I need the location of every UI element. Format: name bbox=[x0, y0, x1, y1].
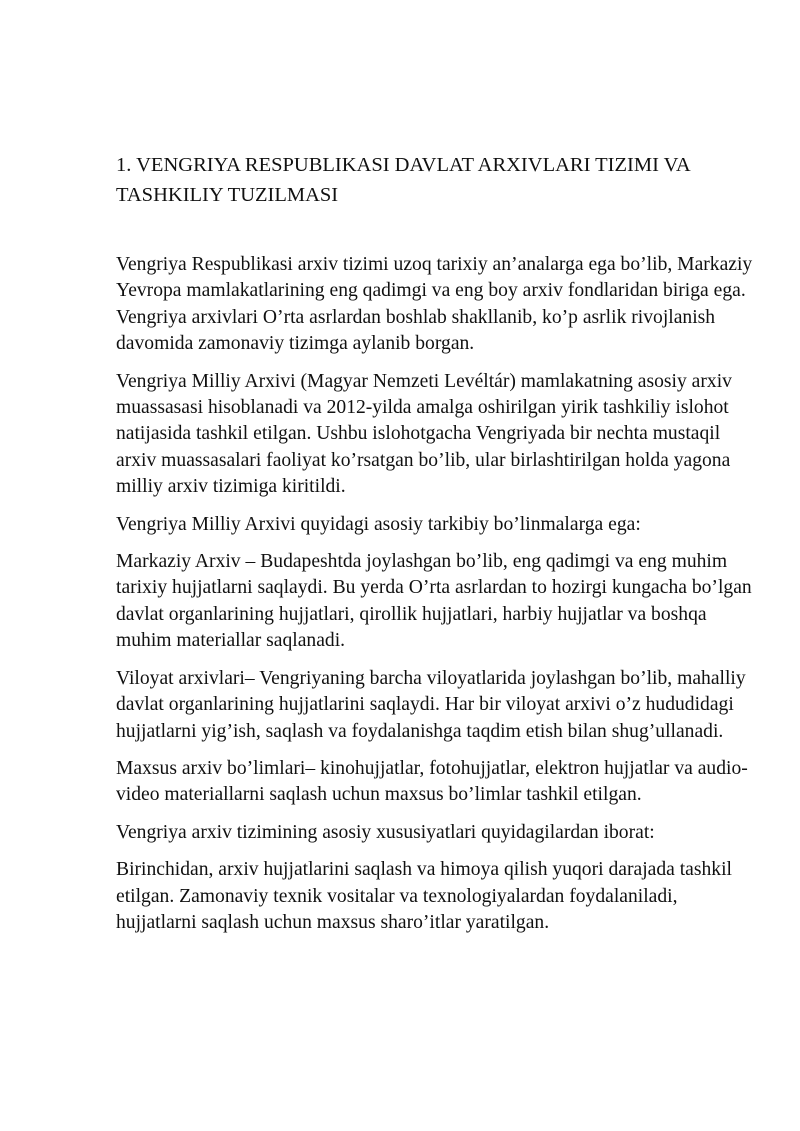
paragraph: Vengriya Respublikasi arxiv tizimi uzoq tarixiy an’analarga ega bo’lib, Markaziy Yevropa mamlakatlarining eng qadimgi va eng boy arxiv fondlaridan biriga ega. Vengriya arxivlari O’rta asrlardan boshlab shakllanib, ko’p asrlik rivojlanish davomida zamonaviy tizimga aylanib borgan. bbox=[116, 254, 753, 355]
paragraph: Birinchidan, arxiv hujjatlarini saqlash va himoya qilish yuqori darajada tashkil etilgan. Zamonaviy texnik vositalar va texnologiyalardan foydalaniladi, hujjatlarni saqlash uchun maxsus sharo’itlar yaratilgan. bbox=[116, 859, 732, 933]
section-heading: 1. VENGRIYA RESPUBLIKASI DAVLAT ARXIVLARI TIZIMI VA TASHKILIY TUZILMASI bbox=[116, 154, 690, 206]
paragraph: Maxsus arxiv bo’limlari– kinohujjatlar, fotohujjatlar, elektron hujjatlar va audio-video materiallarni saqlash uchun maxsus bo’limlar tashkil etilgan. bbox=[116, 757, 748, 806]
document-body bbox=[116, 252, 756, 947]
paragraph: Vengriya arxiv tizimining asosiy xususiyatlari quyidagilardan iborat: bbox=[116, 821, 655, 843]
paragraph: Viloyat arxivlari– Vengriyaning barcha viloyatlarida joylashgan bo’lib, mahalliy davlat organlarining hujjatlarini saqlaydi. Har bir viloyat arxivi o’z hududidagi hujjatlarni yig’ish, saqlash va foydalanishga taqdim etish bilan shug’ullanadi. bbox=[116, 667, 746, 742]
paragraph: Vengriya Milliy Arxivi (Magyar Nemzeti Levéltár) mamlakatning asosiy arxiv muassasasi hisoblanadi va 2012-yilda amalga oshirilgan yirik tashkiliy islohot natijasida tashkil etilgan. Ushbu islohotgacha Vengriyada bir nechta mustaqil arxiv muassasalari faoliyat ko’rsatgan bo’lib, ular birlashtirilgan holda yagona milliy arxiv tizimiga kiritildi. bbox=[116, 370, 732, 498]
paragraph: Vengriya Milliy Arxivi quyidagi asosiy tarkibiy bo’linmalarga ega: bbox=[116, 513, 641, 535]
paragraph: Markaziy Arxiv – Budapeshtda joylashgan bo’lib, eng qadimgi va eng muhim tarixiy hujjatlarni saqlaydi. Bu yerda O’rta asrlardan to hozirgi kungacha bo’lgan davlat organlarining hujjatlari, qirollik hujjatlari, harbiy hujjatlar va boshqa muhim materiallar saqlanadi. bbox=[116, 551, 752, 652]
